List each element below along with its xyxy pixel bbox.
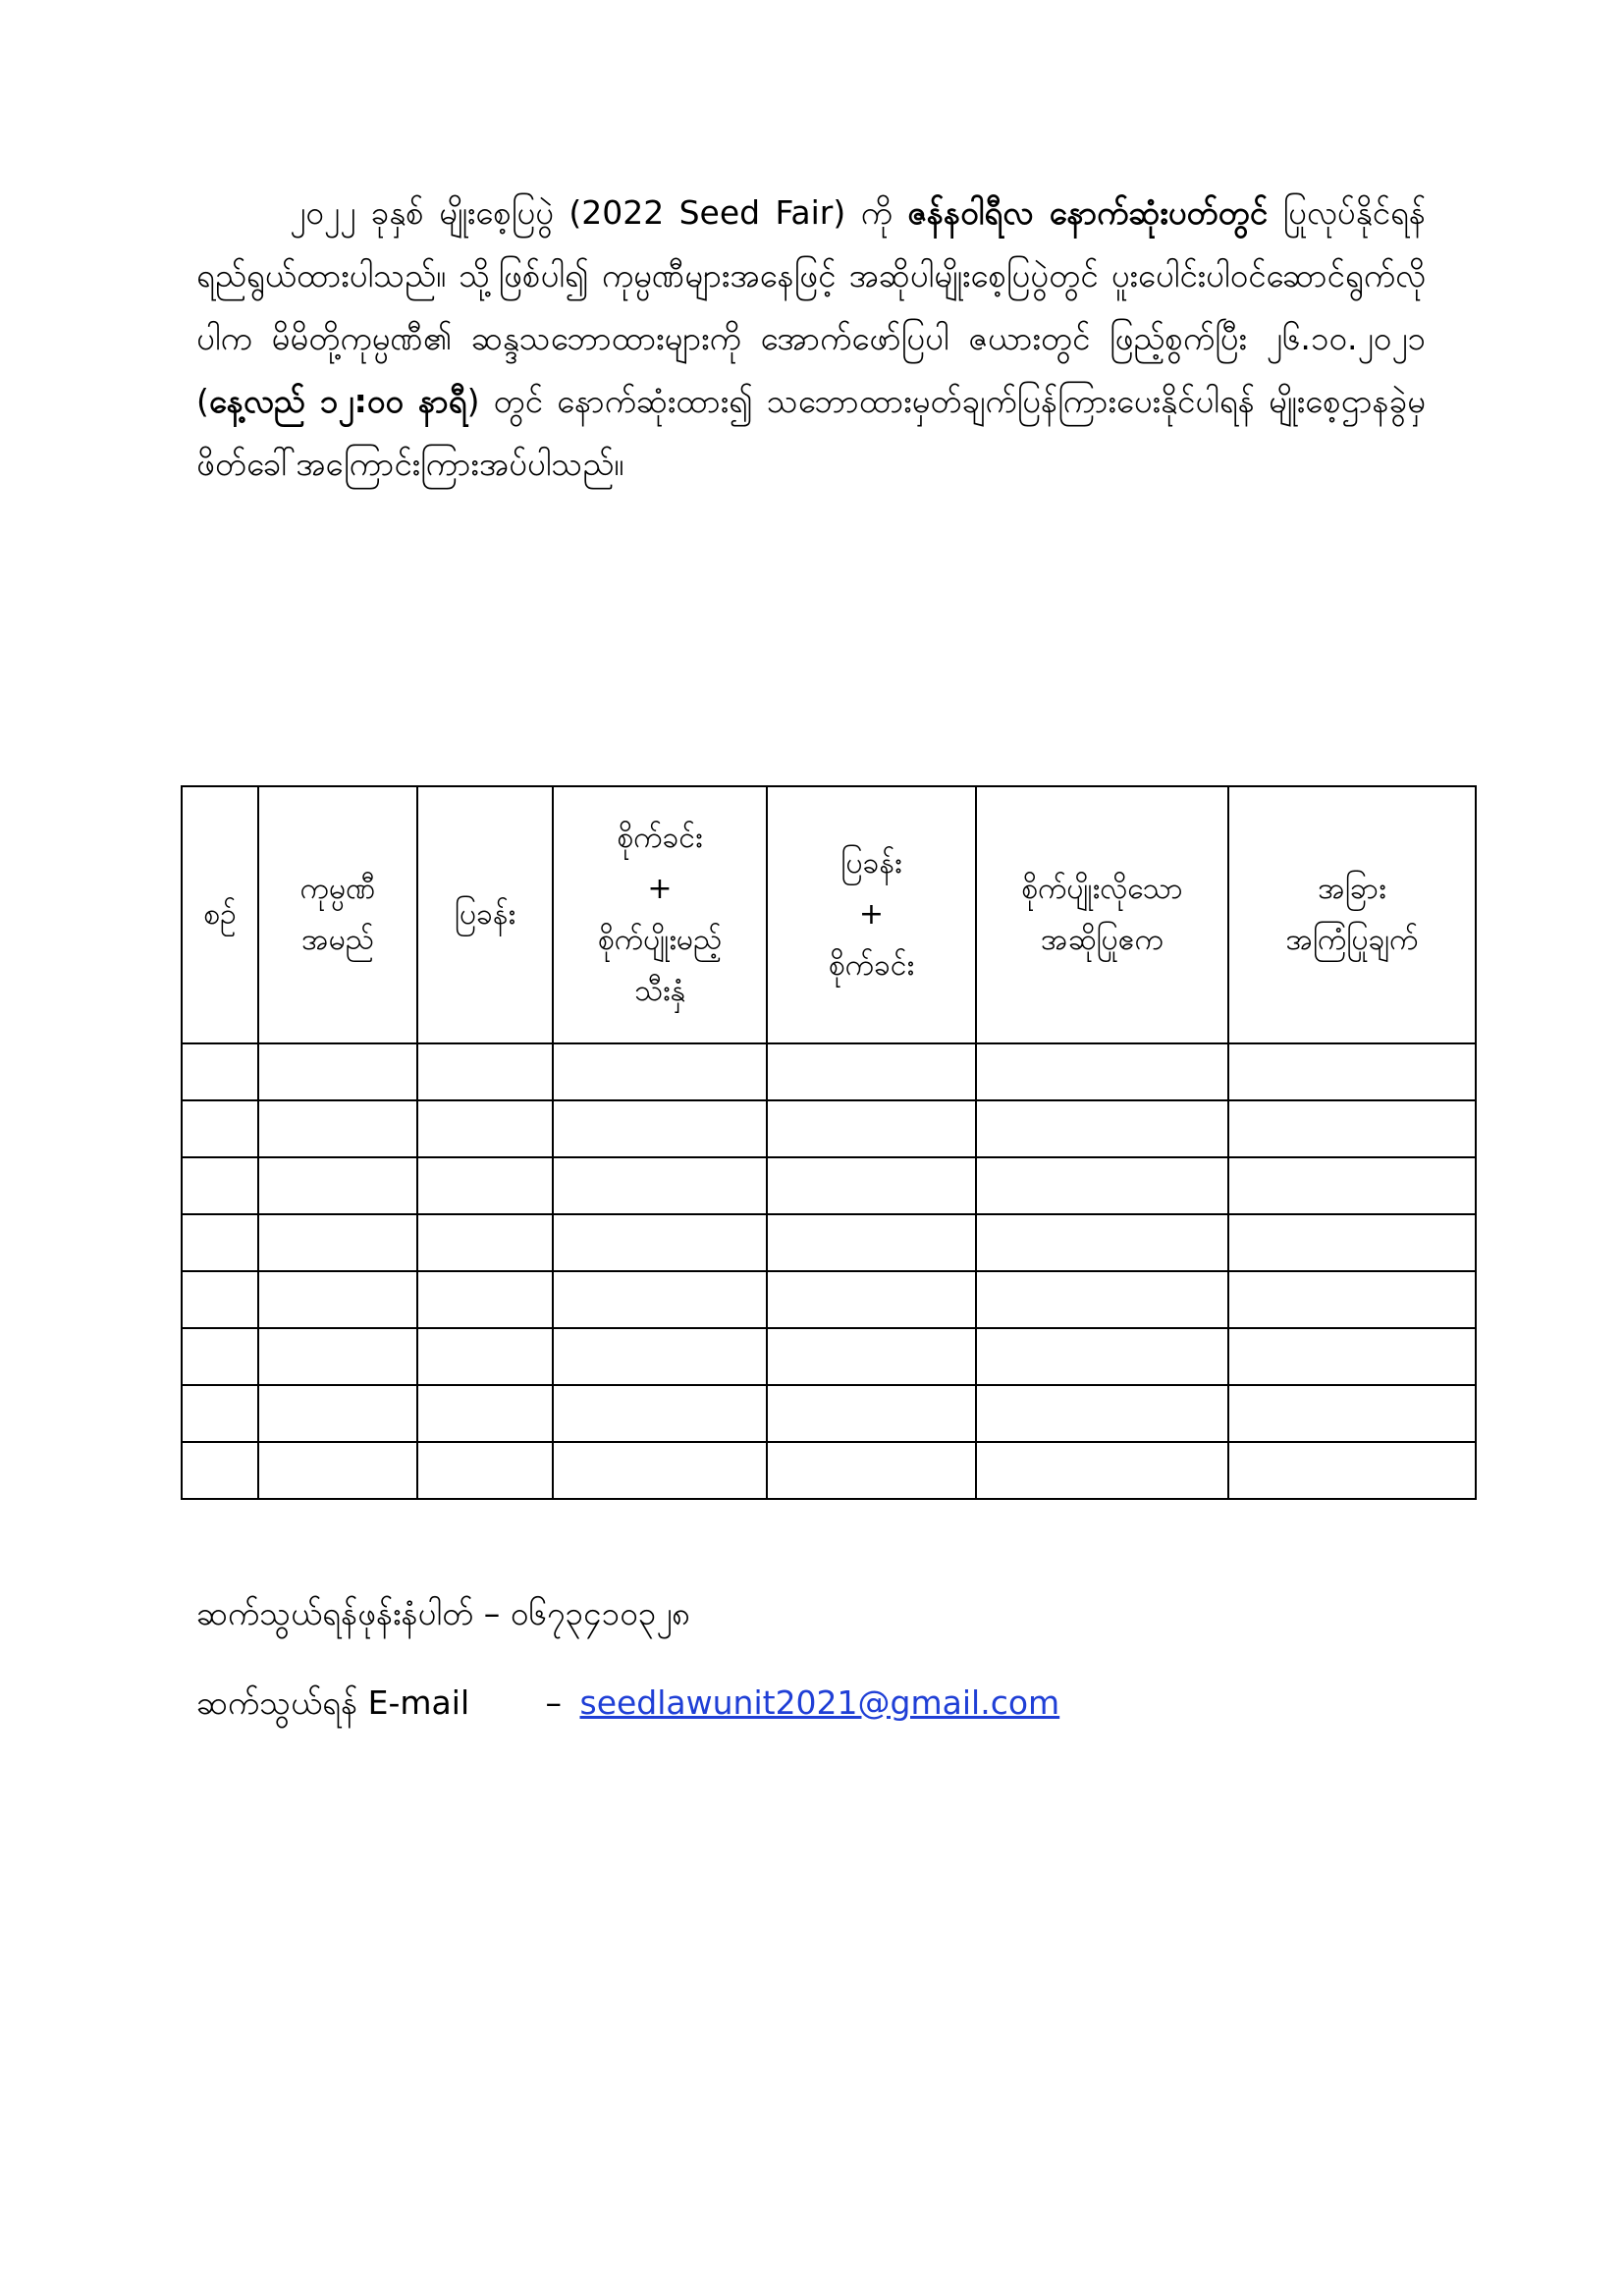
header-field-plus-crop: စိုက်ခင်း + စိုက်ပျိုးမည့် သီးနှံ <box>553 786 767 1043</box>
header-exhibit-booth: ပြခန်း <box>417 786 553 1043</box>
table-cell[interactable] <box>417 1385 553 1442</box>
contact-email-line <box>196 1682 1059 1725</box>
table-cell[interactable] <box>182 1043 258 1100</box>
email-separator: – <box>545 1683 562 1722</box>
table-cell[interactable] <box>258 1271 417 1328</box>
phone-number: ၀၆၇၃၄၁၀၃၂၈ <box>510 1594 691 1632</box>
table-cell[interactable] <box>976 1442 1228 1499</box>
table-cell[interactable] <box>976 1271 1228 1328</box>
table-cell[interactable] <box>182 1328 258 1385</box>
intro-text-1: ၂၀၂၂ ခုနှစ် မျိုးစေ့ပြပွဲ (2022 Seed Fair) ကို <box>290 193 908 232</box>
table-cell[interactable] <box>1228 1328 1476 1385</box>
table-cell[interactable] <box>1228 1442 1476 1499</box>
intro-bold-time: နေ့လည် ၁၂:၀၀ နာရီ <box>208 382 467 420</box>
table-cell[interactable] <box>976 1328 1228 1385</box>
table-body <box>182 1043 1476 1499</box>
table-cell[interactable] <box>553 1214 767 1271</box>
table-cell[interactable] <box>182 1385 258 1442</box>
table-cell[interactable] <box>767 1271 976 1328</box>
header-serial: စဉ် <box>182 786 258 1043</box>
table-cell[interactable] <box>258 1385 417 1442</box>
table-cell[interactable] <box>767 1442 976 1499</box>
table-cell[interactable] <box>1228 1271 1476 1328</box>
header-proposed-acres: စိုက်ပျိုးလိုသော အဆိုပြုဧက <box>976 786 1228 1043</box>
table-cell[interactable] <box>553 1385 767 1442</box>
table-cell[interactable] <box>182 1214 258 1271</box>
table-cell[interactable] <box>1228 1043 1476 1100</box>
table-cell[interactable] <box>767 1157 976 1214</box>
table-cell[interactable] <box>417 1157 553 1214</box>
intro-paragraph <box>196 182 1426 496</box>
intro-bold-date: ဇန်နဝါရီလ နောက်ဆုံးပတ်တွင် <box>907 193 1269 232</box>
header-other-suggestions: အခြား အကြံပြုချက် <box>1228 786 1476 1043</box>
table-row <box>182 1214 1476 1271</box>
table-row <box>182 1328 1476 1385</box>
table-cell[interactable] <box>976 1157 1228 1214</box>
table-cell[interactable] <box>258 1442 417 1499</box>
table-row <box>182 1043 1476 1100</box>
table-cell[interactable] <box>767 1328 976 1385</box>
table-cell[interactable] <box>553 1328 767 1385</box>
table-cell[interactable] <box>258 1043 417 1100</box>
table-cell[interactable] <box>767 1100 976 1157</box>
table-row <box>182 1385 1476 1442</box>
phone-label: ဆက်သွယ်ရန်ဖုန်းနံပါတ် <box>196 1594 474 1632</box>
table-cell[interactable] <box>553 1043 767 1100</box>
table-row <box>182 1271 1476 1328</box>
table-cell[interactable] <box>976 1100 1228 1157</box>
header-booth-plus-field: ပြခန်း + စိုက်ခင်း <box>767 786 976 1043</box>
table-cell[interactable] <box>976 1385 1228 1442</box>
table-cell[interactable] <box>976 1043 1228 1100</box>
intro-text-3: ) တွင် နောက်ဆုံးထား၍ သဘောထားမှတ်ချက်ပြန်ကြားပေးနိုင်ပါရန် မျိုးစေ့ဌာနခွဲမှ ဖိတ်ခေါ်အကြောင်းကြားအပ်ပါသည်။ <box>196 382 1427 483</box>
email-label: ဆက်သွယ်ရန် E-mail <box>196 1683 470 1722</box>
table-cell[interactable] <box>417 1214 553 1271</box>
table-cell[interactable] <box>1228 1157 1476 1214</box>
table-cell[interactable] <box>182 1442 258 1499</box>
table-cell[interactable] <box>258 1100 417 1157</box>
table-row <box>182 1100 1476 1157</box>
table-cell[interactable] <box>258 1214 417 1271</box>
email-link[interactable]: seedlawunit2021@gmail.com <box>579 1683 1060 1722</box>
table-cell[interactable] <box>553 1271 767 1328</box>
intro-text-2: ပြုလုပ်နိုင်ရန် ရည်ရွယ်ထားပါသည်။ သို့ဖြစ်ပါ၍ ကုမ္ပဏီများအနေဖြင့် အဆိုပါမျိုးစေ့ပြပွဲတွင် ပူးပေါင်းပါဝင်ဆောင်ရွက်လိုပါက မိမိတို့ကုမ္ပဏီ၏ ဆန္ဒသဘောထားများကို အောက်ဖော်ပြပါ ဇယားတွင် ဖြည့်စွက်ပြီး ၂၆.၁၀.၂၀၂၁ ( <box>196 193 1426 420</box>
contact-phone-line <box>196 1592 690 1635</box>
table-header-row <box>182 786 1476 1043</box>
table-cell[interactable] <box>767 1043 976 1100</box>
table-cell[interactable] <box>553 1442 767 1499</box>
table-cell[interactable] <box>1228 1214 1476 1271</box>
table-cell[interactable] <box>553 1100 767 1157</box>
phone-separator: – <box>483 1594 501 1632</box>
table-cell[interactable] <box>182 1157 258 1214</box>
table-cell[interactable] <box>417 1442 553 1499</box>
table-cell[interactable] <box>258 1157 417 1214</box>
header-company-name: ကုမ္ပဏီ အမည် <box>258 786 417 1043</box>
table-cell[interactable] <box>417 1271 553 1328</box>
table-cell[interactable] <box>1228 1385 1476 1442</box>
table-cell[interactable] <box>182 1100 258 1157</box>
table-cell[interactable] <box>417 1328 553 1385</box>
table-cell[interactable] <box>417 1043 553 1100</box>
table-cell[interactable] <box>417 1100 553 1157</box>
table-cell[interactable] <box>1228 1100 1476 1157</box>
table-row <box>182 1442 1476 1499</box>
table-cell[interactable] <box>553 1157 767 1214</box>
table-cell[interactable] <box>976 1214 1228 1271</box>
registration-table <box>181 785 1477 1500</box>
table-cell[interactable] <box>767 1214 976 1271</box>
table-cell[interactable] <box>767 1385 976 1442</box>
table-row <box>182 1157 1476 1214</box>
table-cell[interactable] <box>258 1328 417 1385</box>
table-cell[interactable] <box>182 1271 258 1328</box>
